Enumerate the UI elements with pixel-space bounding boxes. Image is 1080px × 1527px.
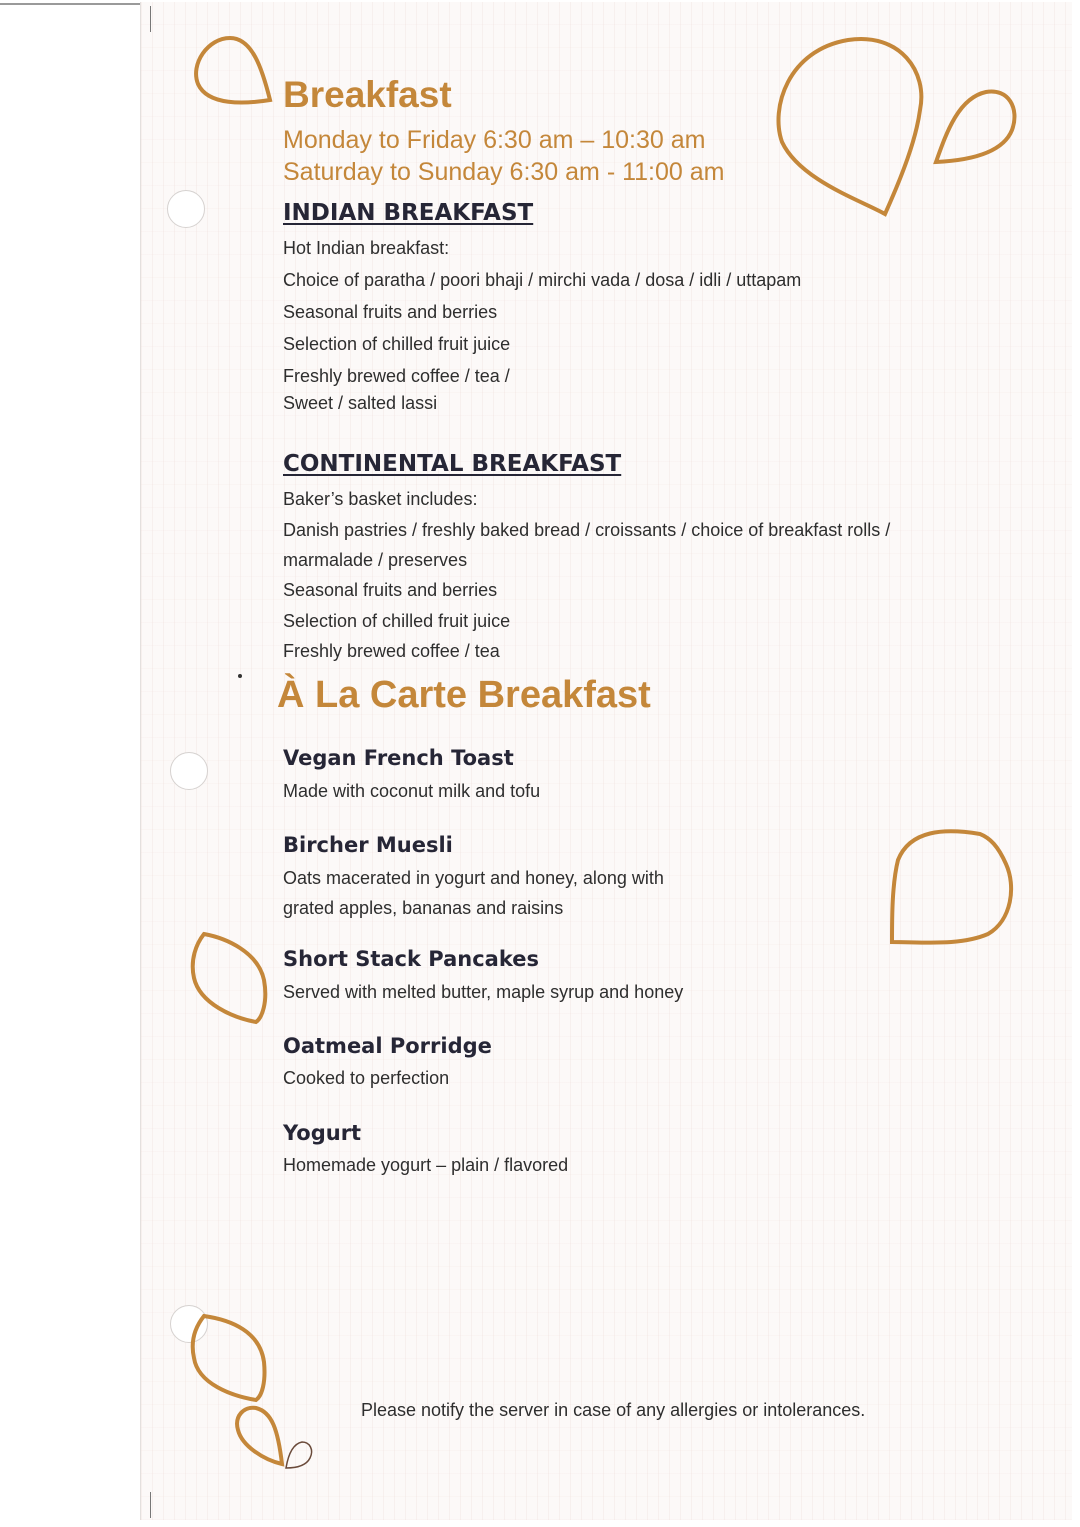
hours-weekend: Saturday to Sunday 6:30 am - 11:00 am xyxy=(283,158,725,186)
scan-tick-bottom xyxy=(150,1492,151,1518)
a-la-carte-heading: À La Carte Breakfast xyxy=(277,674,651,716)
menu-item-name: Yogurt xyxy=(283,1121,362,1145)
punch-hole-middle xyxy=(170,752,208,790)
menu-item-name: Vegan French Toast xyxy=(283,746,514,770)
menu-item-desc: Oats macerated in yogurt and honey, along with xyxy=(283,868,664,888)
scan-top-rule xyxy=(0,3,140,5)
scan-speck xyxy=(238,674,242,678)
indian-line: Sweet / salted lassi xyxy=(283,393,438,413)
menu-page xyxy=(140,2,1072,1520)
menu-item-desc: Cooked to perfection xyxy=(283,1068,450,1088)
continental-line: Baker’s basket includes: xyxy=(283,489,478,509)
allergy-note: Please notify the server in case of any allergies or intolerances. xyxy=(361,1400,866,1420)
continental-breakfast-heading: CONTINENTAL BREAKFAST xyxy=(283,451,622,477)
continental-line: Freshly brewed coffee / tea xyxy=(283,641,500,661)
indian-line: Freshly brewed coffee / tea / xyxy=(283,366,510,386)
scan-tick-top xyxy=(150,6,151,32)
continental-line: marmalade / preserves xyxy=(283,550,468,570)
indian-breakfast-heading: INDIAN BREAKFAST xyxy=(283,200,534,226)
indian-line: Choice of paratha / poori bhaji / mirchi vada / dosa / idli / uttapam xyxy=(283,270,802,290)
petal-decoration-small-top-right xyxy=(928,84,1023,174)
menu-item-name: Short Stack Pancakes xyxy=(283,947,539,971)
continental-line: Selection of chilled fruit juice xyxy=(283,611,511,631)
menu-item-desc: Served with melted butter, maple syrup and honey xyxy=(283,982,684,1002)
hours-weekday: Monday to Friday 6:30 am – 10:30 am xyxy=(283,126,706,154)
continental-line: Seasonal fruits and berries xyxy=(283,580,498,600)
petal-decoration-left xyxy=(186,926,276,1026)
petal-decoration-top-left xyxy=(190,32,280,112)
indian-line: Hot Indian breakfast: xyxy=(283,238,450,258)
indian-line: Seasonal fruits and berries xyxy=(283,302,498,322)
petal-decoration-bottom-left xyxy=(186,1308,276,1408)
petal-decoration-bottom-small xyxy=(230,1400,290,1472)
petal-decoration-large-top-right xyxy=(770,30,940,225)
menu-item-desc: grated apples, bananas and raisins xyxy=(283,898,564,918)
menu-item-desc: Homemade yogurt – plain / flavored xyxy=(283,1155,569,1175)
page-title: Breakfast xyxy=(283,74,452,115)
menu-item-desc: Made with coconut milk and tofu xyxy=(283,781,541,801)
punch-hole-top xyxy=(167,190,205,228)
scan-margin xyxy=(0,0,140,1527)
menu-item-name: Oatmeal Porridge xyxy=(283,1034,492,1058)
continental-line: Danish pastries / freshly baked bread / croissants / choice of breakfast rolls / xyxy=(283,520,891,540)
menu-item-name: Bircher Muesli xyxy=(283,833,453,857)
petal-decoration-bottom-tiny xyxy=(282,1438,316,1472)
petal-decoration-right xyxy=(884,824,1024,954)
indian-line: Selection of chilled fruit juice xyxy=(283,334,511,354)
